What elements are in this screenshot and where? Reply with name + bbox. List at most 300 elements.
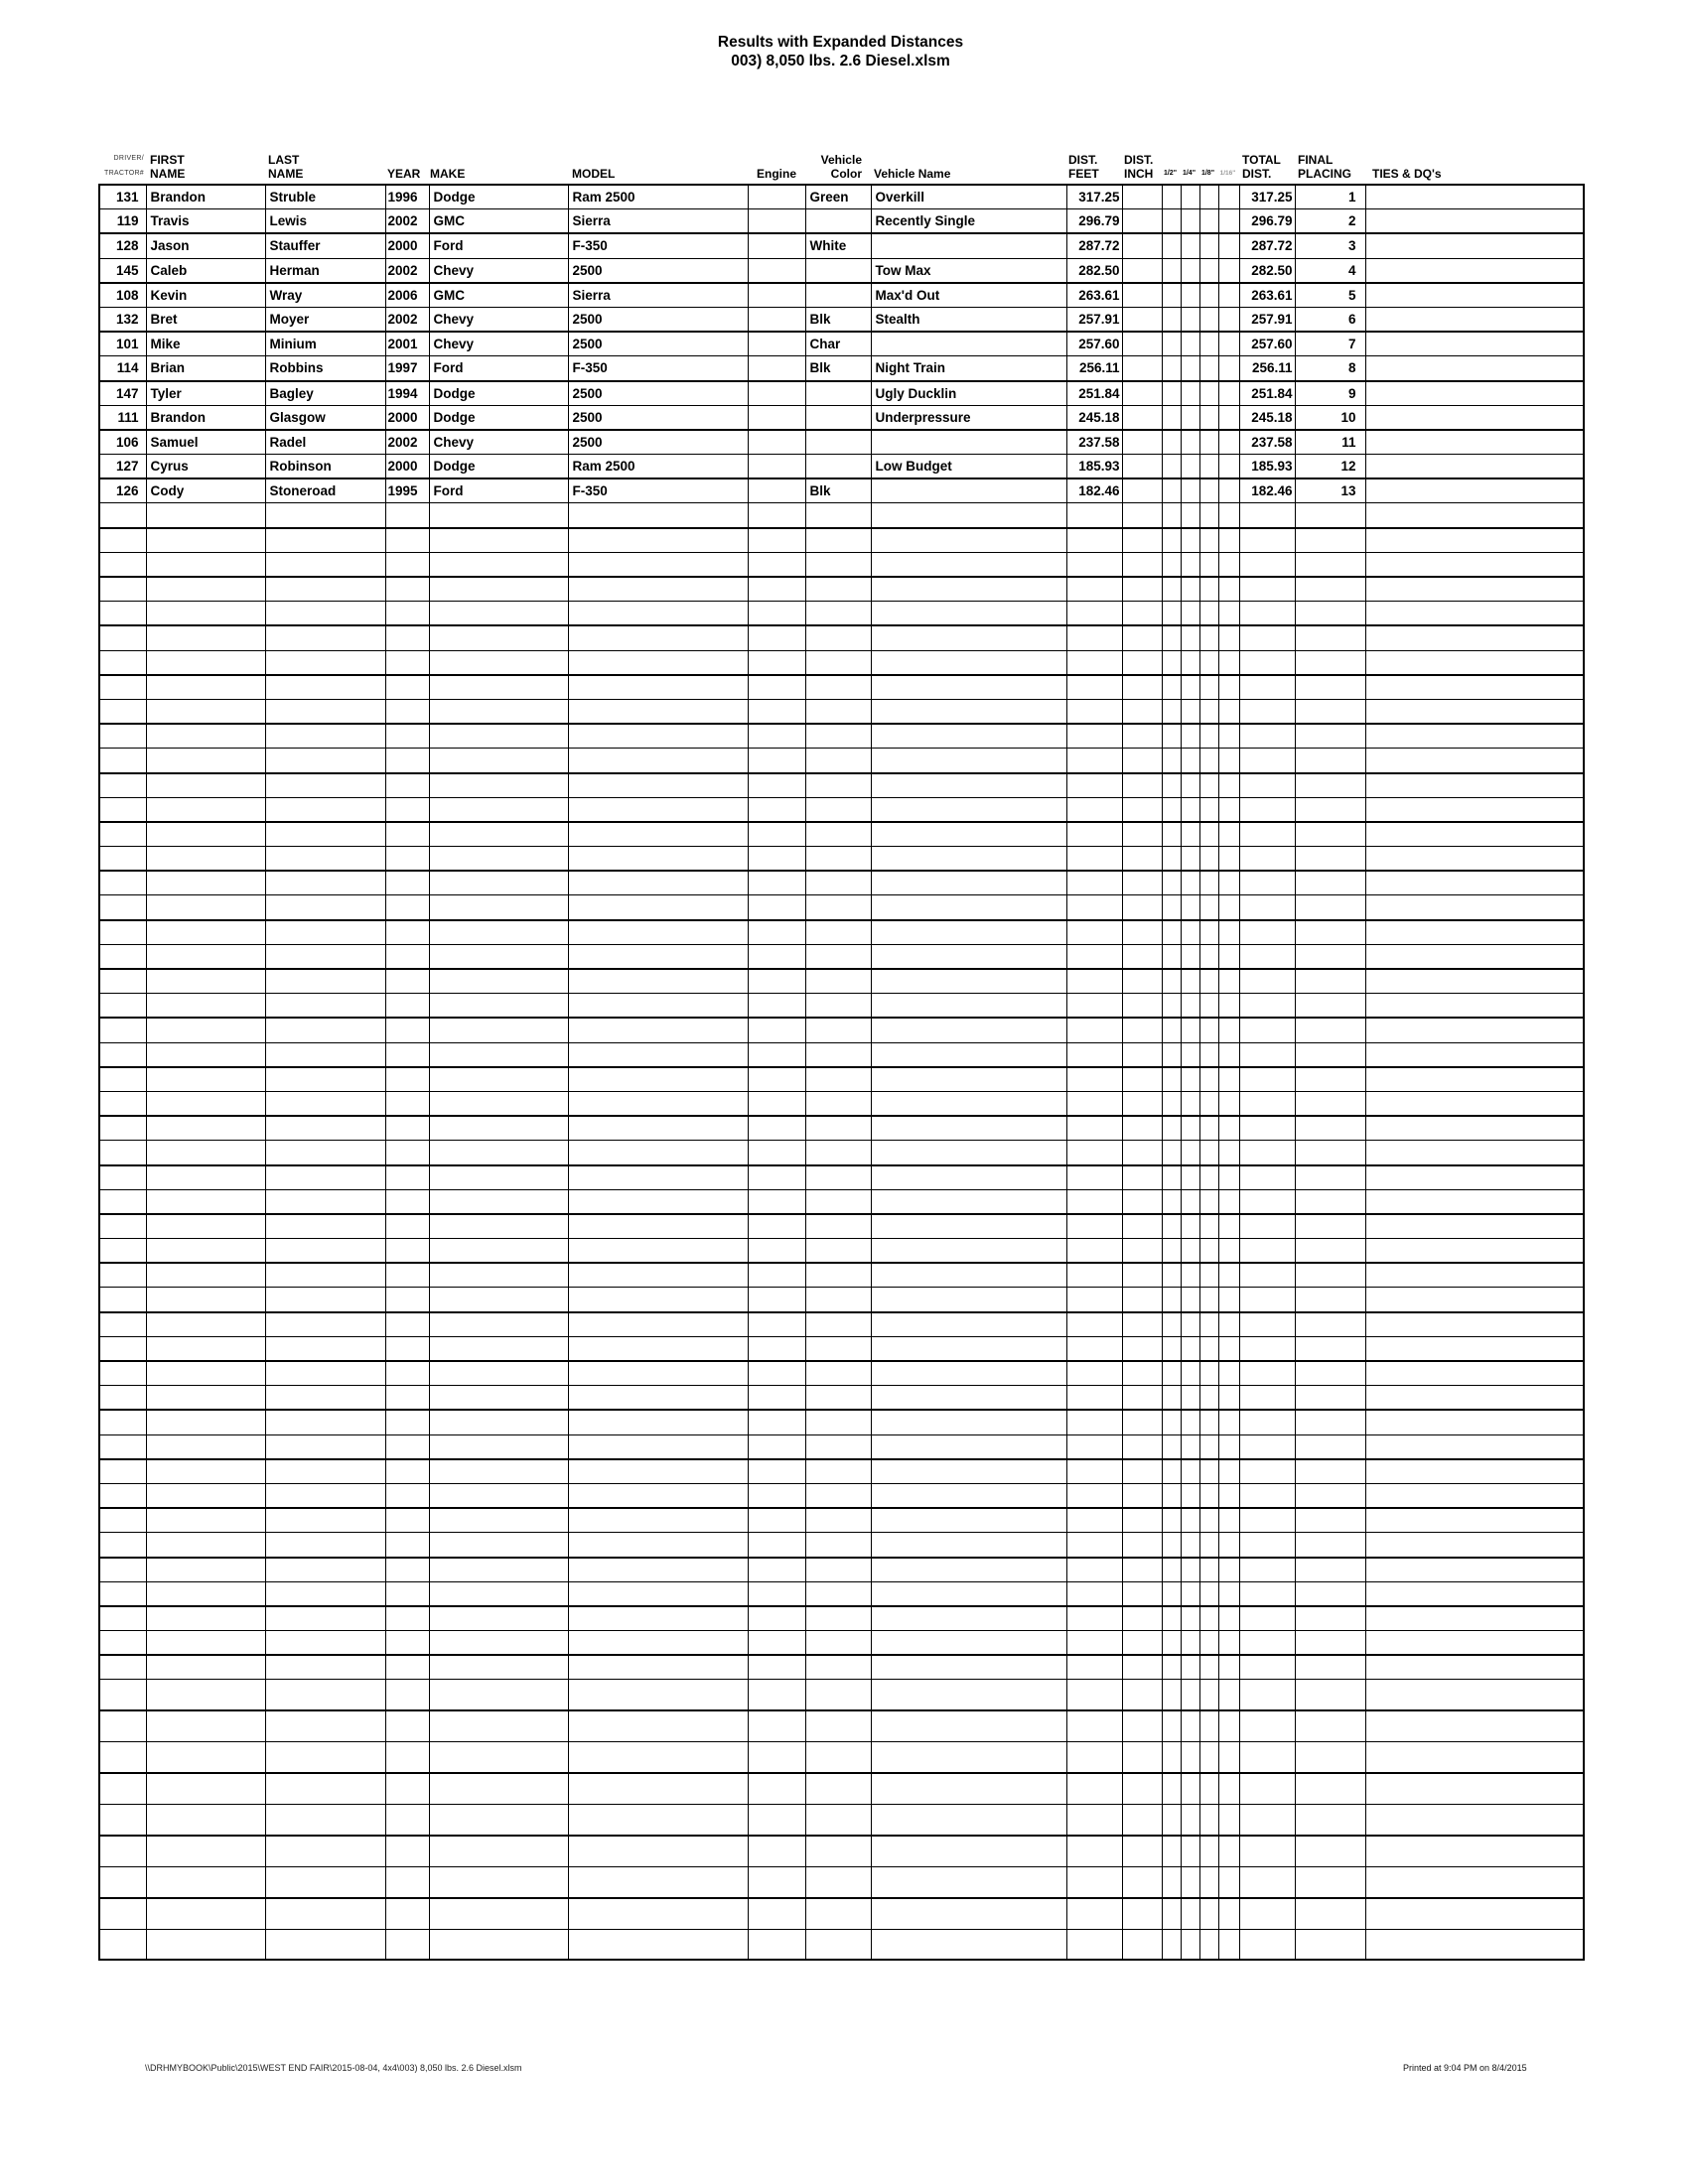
cell-model [568, 1067, 748, 1092]
cell-tractor [99, 920, 146, 945]
cell-sixteenth [1218, 1742, 1239, 1773]
footer-file-path: \\DRHMYBOOK\Public\2015\WEST END FAIR\2015-08-04, 4x4\003) 8,050 lbs. 2.6 Diesel.xlsm [145, 2063, 522, 2073]
cell-vehicle_name [871, 625, 1066, 650]
cell-eighth [1199, 1288, 1218, 1312]
cell-eighth [1199, 847, 1218, 872]
cell-color [805, 1866, 871, 1897]
cell-half [1162, 1929, 1181, 1960]
cell-eighth [1199, 1558, 1218, 1582]
cell-dist_inch [1122, 528, 1162, 553]
cell-year [385, 1336, 429, 1361]
cell-vehicle_name [871, 528, 1066, 553]
cell-sixteenth [1218, 1410, 1239, 1434]
cell-half [1162, 258, 1181, 283]
cell-half [1162, 185, 1181, 209]
cell-ties [1365, 381, 1584, 406]
cell-vehicle_name [871, 871, 1066, 895]
cell-year [385, 1742, 429, 1773]
cell-color [805, 1929, 871, 1960]
cell-sixteenth [1218, 552, 1239, 577]
cell-last [265, 822, 385, 847]
cell-quarter [1181, 381, 1199, 406]
col-header-frac-quarter: 1/4" [1182, 169, 1196, 177]
cell-sixteenth [1218, 455, 1239, 479]
cell-vehicle_name [871, 1141, 1066, 1165]
cell-color [805, 1581, 871, 1606]
cell-placing [1295, 920, 1365, 945]
cell-eighth [1199, 1263, 1218, 1288]
cell-color [805, 1434, 871, 1459]
table-row [99, 185, 1584, 209]
cell-vehicle_name [871, 1606, 1066, 1631]
cell-tractor [99, 1483, 146, 1508]
cell-year: 2000 [385, 233, 429, 258]
cell-first [146, 602, 265, 626]
cell-model [568, 1189, 748, 1214]
cell-sixteenth [1218, 1165, 1239, 1190]
cell-year [385, 528, 429, 553]
cell-ties [1365, 1336, 1584, 1361]
cell-model [568, 773, 748, 798]
cell-dist_inch [1122, 1312, 1162, 1337]
cell-eighth [1199, 478, 1218, 503]
table-row [99, 478, 1584, 503]
cell-total [1239, 1581, 1295, 1606]
cell-half [1162, 577, 1181, 602]
cell-eighth [1199, 1581, 1218, 1606]
cell-last [265, 503, 385, 528]
cell-first [146, 1239, 265, 1264]
cell-dist_inch [1122, 1898, 1162, 1929]
cell-sixteenth [1218, 625, 1239, 650]
cell-tractor [99, 749, 146, 773]
cell-first [146, 1742, 265, 1773]
cell-ties [1365, 307, 1584, 332]
cell-tractor [99, 1898, 146, 1929]
cell-engine [748, 1533, 805, 1558]
cell-ties [1365, 1386, 1584, 1411]
cell-last [265, 920, 385, 945]
cell-tractor [99, 1773, 146, 1804]
cell-model [568, 625, 748, 650]
cell-vehicle_name [871, 552, 1066, 577]
cell-make [429, 1631, 568, 1656]
cell-first [146, 1508, 265, 1533]
cell-quarter [1181, 625, 1199, 650]
cell-dist_inch [1122, 185, 1162, 209]
col-header-total-dist: TOTAL DIST. [1242, 153, 1281, 181]
cell-last [265, 552, 385, 577]
cell-color [805, 381, 871, 406]
cell-model [568, 699, 748, 724]
cell-vehicle_name [871, 1042, 1066, 1067]
cell-dist_inch [1122, 1558, 1162, 1582]
cell-quarter [1181, 1018, 1199, 1042]
cell-eighth [1199, 307, 1218, 332]
cell-ties [1365, 1742, 1584, 1773]
cell-first: Travis [146, 209, 265, 234]
cell-year [385, 847, 429, 872]
cell-placing: 6 [1295, 307, 1365, 332]
cell-eighth [1199, 1508, 1218, 1533]
cell-last [265, 1042, 385, 1067]
cell-dist_feet: 256.11 [1066, 356, 1122, 381]
empty-row [99, 920, 1584, 945]
cell-color [805, 1386, 871, 1411]
cell-last [265, 1631, 385, 1656]
cell-ties [1365, 1606, 1584, 1631]
cell-placing [1295, 944, 1365, 969]
empty-row [99, 1361, 1584, 1386]
cell-quarter [1181, 1483, 1199, 1508]
cell-quarter [1181, 1631, 1199, 1656]
cell-tractor [99, 773, 146, 798]
cell-year [385, 1018, 429, 1042]
cell-vehicle_name [871, 969, 1066, 994]
cell-eighth [1199, 1929, 1218, 1960]
cell-tractor [99, 1288, 146, 1312]
cell-first: Mike [146, 332, 265, 356]
cell-year [385, 1042, 429, 1067]
cell-tractor [99, 1091, 146, 1116]
cell-sixteenth [1218, 1141, 1239, 1165]
cell-dist_feet [1066, 1655, 1122, 1680]
cell-placing [1295, 1581, 1365, 1606]
cell-vehicle_name [871, 1189, 1066, 1214]
cell-half [1162, 1214, 1181, 1239]
cell-tractor: 131 [99, 185, 146, 209]
empty-row [99, 1655, 1584, 1680]
cell-dist_inch [1122, 1533, 1162, 1558]
cell-eighth [1199, 1805, 1218, 1836]
cell-ties [1365, 944, 1584, 969]
cell-year [385, 773, 429, 798]
cell-tractor [99, 1189, 146, 1214]
cell-dist_inch [1122, 332, 1162, 356]
cell-eighth [1199, 1606, 1218, 1631]
cell-dist_feet [1066, 1742, 1122, 1773]
cell-dist_feet [1066, 1836, 1122, 1866]
cell-total: 257.60 [1239, 332, 1295, 356]
empty-row [99, 1239, 1584, 1264]
cell-dist_inch [1122, 749, 1162, 773]
cell-half [1162, 1386, 1181, 1411]
cell-make [429, 1336, 568, 1361]
cell-placing [1295, 1263, 1365, 1288]
cell-last [265, 1581, 385, 1606]
cell-model [568, 552, 748, 577]
cell-placing: 11 [1295, 430, 1365, 455]
cell-ties [1365, 1091, 1584, 1116]
cell-dist_feet [1066, 994, 1122, 1019]
cell-dist_feet [1066, 1214, 1122, 1239]
cell-dist_inch [1122, 1508, 1162, 1533]
empty-row [99, 847, 1584, 872]
cell-year [385, 1836, 429, 1866]
cell-vehicle_name [871, 1091, 1066, 1116]
cell-last: Minium [265, 332, 385, 356]
empty-row [99, 944, 1584, 969]
cell-engine [748, 528, 805, 553]
cell-last [265, 1361, 385, 1386]
cell-year [385, 1483, 429, 1508]
cell-sixteenth [1218, 1042, 1239, 1067]
cell-eighth [1199, 185, 1218, 209]
cell-first: Caleb [146, 258, 265, 283]
cell-vehicle_name [871, 602, 1066, 626]
cell-dist_inch [1122, 1141, 1162, 1165]
cell-half [1162, 478, 1181, 503]
cell-half [1162, 1508, 1181, 1533]
cell-last [265, 1483, 385, 1508]
cell-year: 2002 [385, 307, 429, 332]
cell-year: 2002 [385, 209, 429, 234]
cell-year: 1997 [385, 356, 429, 381]
cell-ties [1365, 1067, 1584, 1092]
cell-ties [1365, 1042, 1584, 1067]
cell-half [1162, 625, 1181, 650]
cell-total [1239, 1533, 1295, 1558]
cell-total [1239, 749, 1295, 773]
cell-total [1239, 1214, 1295, 1239]
cell-color [805, 1141, 871, 1165]
cell-year: 2006 [385, 283, 429, 308]
cell-placing [1295, 1459, 1365, 1484]
cell-tractor [99, 1116, 146, 1141]
empty-row [99, 822, 1584, 847]
cell-model [568, 1410, 748, 1434]
cell-eighth [1199, 577, 1218, 602]
cell-make [429, 699, 568, 724]
cell-color [805, 773, 871, 798]
cell-half [1162, 332, 1181, 356]
cell-vehicle_name [871, 1165, 1066, 1190]
cell-engine [748, 1165, 805, 1190]
cell-engine [748, 332, 805, 356]
cell-dist_inch [1122, 895, 1162, 920]
cell-tractor [99, 1581, 146, 1606]
cell-quarter [1181, 1288, 1199, 1312]
cell-vehicle_name [871, 1742, 1066, 1773]
cell-eighth [1199, 1018, 1218, 1042]
cell-model [568, 1042, 748, 1067]
cell-year [385, 724, 429, 749]
cell-dist_inch [1122, 209, 1162, 234]
cell-ties [1365, 994, 1584, 1019]
cell-total [1239, 871, 1295, 895]
cell-year [385, 1773, 429, 1804]
cell-half [1162, 650, 1181, 675]
cell-dist_feet [1066, 602, 1122, 626]
cell-engine [748, 699, 805, 724]
cell-engine [748, 602, 805, 626]
cell-year [385, 1067, 429, 1092]
cell-quarter [1181, 1214, 1199, 1239]
cell-color [805, 1898, 871, 1929]
cell-half [1162, 749, 1181, 773]
cell-first [146, 1312, 265, 1337]
cell-year [385, 1410, 429, 1434]
cell-vehicle_name [871, 920, 1066, 945]
cell-quarter [1181, 773, 1199, 798]
empty-row [99, 797, 1584, 822]
cell-quarter [1181, 1386, 1199, 1411]
cell-tractor [99, 1680, 146, 1710]
cell-eighth [1199, 1710, 1218, 1741]
cell-sixteenth [1218, 1239, 1239, 1264]
empty-row [99, 650, 1584, 675]
cell-dist_feet [1066, 528, 1122, 553]
cell-engine [748, 381, 805, 406]
col-header-last-name: LAST NAME [268, 153, 304, 181]
cell-half [1162, 1067, 1181, 1092]
cell-half [1162, 430, 1181, 455]
cell-dist_inch [1122, 602, 1162, 626]
cell-engine [748, 552, 805, 577]
cell-color [805, 209, 871, 234]
cell-placing [1295, 1067, 1365, 1092]
cell-total [1239, 675, 1295, 700]
cell-quarter [1181, 920, 1199, 945]
cell-ties [1365, 822, 1584, 847]
cell-ties [1365, 1288, 1584, 1312]
cell-model [568, 1805, 748, 1836]
cell-sixteenth [1218, 675, 1239, 700]
cell-engine [748, 1680, 805, 1710]
cell-year [385, 1898, 429, 1929]
cell-placing [1295, 1533, 1365, 1558]
cell-color [805, 675, 871, 700]
cell-dist_feet: 251.84 [1066, 381, 1122, 406]
cell-make: Ford [429, 478, 568, 503]
cell-dist_inch [1122, 847, 1162, 872]
empty-row [99, 699, 1584, 724]
cell-engine [748, 233, 805, 258]
cell-ties [1365, 1680, 1584, 1710]
empty-row [99, 994, 1584, 1019]
cell-ties [1365, 1929, 1584, 1960]
cell-last [265, 1606, 385, 1631]
cell-quarter [1181, 552, 1199, 577]
cell-first: Brandon [146, 185, 265, 209]
cell-half [1162, 1141, 1181, 1165]
cell-engine [748, 1581, 805, 1606]
cell-first [146, 994, 265, 1019]
cell-make [429, 994, 568, 1019]
cell-total [1239, 1680, 1295, 1710]
cell-ties [1365, 1898, 1584, 1929]
cell-quarter [1181, 307, 1199, 332]
cell-total [1239, 1483, 1295, 1508]
col-header-frac-sixteenth: 1/16" [1219, 169, 1236, 177]
cell-first [146, 1773, 265, 1804]
cell-color [805, 1312, 871, 1337]
cell-year [385, 969, 429, 994]
cell-last [265, 1773, 385, 1804]
cell-last: Moyer [265, 307, 385, 332]
cell-tractor [99, 650, 146, 675]
empty-row [99, 577, 1584, 602]
cell-placing [1295, 1042, 1365, 1067]
cell-vehicle_name [871, 944, 1066, 969]
cell-total [1239, 1361, 1295, 1386]
cell-make: GMC [429, 283, 568, 308]
cell-model [568, 675, 748, 700]
cell-engine [748, 1929, 805, 1960]
cell-make [429, 625, 568, 650]
cell-total [1239, 724, 1295, 749]
cell-model: 2500 [568, 405, 748, 430]
cell-dist_inch [1122, 1434, 1162, 1459]
cell-engine [748, 1141, 805, 1165]
cell-tractor [99, 847, 146, 872]
cell-last [265, 994, 385, 1019]
cell-engine [748, 405, 805, 430]
cell-first [146, 1805, 265, 1836]
cell-half [1162, 895, 1181, 920]
cell-ties [1365, 724, 1584, 749]
cell-engine [748, 1189, 805, 1214]
cell-first [146, 1581, 265, 1606]
cell-quarter [1181, 332, 1199, 356]
cell-sixteenth [1218, 1533, 1239, 1558]
cell-total [1239, 1141, 1295, 1165]
cell-quarter [1181, 822, 1199, 847]
cell-total [1239, 1508, 1295, 1533]
cell-dist_inch [1122, 1866, 1162, 1897]
cell-dist_feet [1066, 895, 1122, 920]
cell-vehicle_name [871, 1805, 1066, 1836]
column-header-band [98, 139, 1583, 184]
cell-tractor [99, 1710, 146, 1741]
cell-make [429, 1836, 568, 1866]
empty-row [99, 1165, 1584, 1190]
cell-total [1239, 822, 1295, 847]
cell-ties [1365, 1773, 1584, 1804]
cell-last [265, 602, 385, 626]
cell-half [1162, 552, 1181, 577]
cell-placing [1295, 699, 1365, 724]
cell-model: Sierra [568, 209, 748, 234]
cell-placing [1295, 1361, 1365, 1386]
cell-ties [1365, 650, 1584, 675]
cell-engine [748, 1866, 805, 1897]
cell-vehicle_name [871, 1263, 1066, 1288]
empty-row [99, 1312, 1584, 1337]
cell-model [568, 1459, 748, 1484]
table-row [99, 233, 1584, 258]
cell-eighth [1199, 1141, 1218, 1165]
cell-sixteenth [1218, 185, 1239, 209]
cell-last [265, 699, 385, 724]
empty-row [99, 969, 1584, 994]
cell-dist_inch [1122, 822, 1162, 847]
cell-vehicle_name: Stealth [871, 307, 1066, 332]
cell-vehicle_name [871, 1214, 1066, 1239]
cell-placing [1295, 675, 1365, 700]
cell-placing: 1 [1295, 185, 1365, 209]
cell-tractor: 108 [99, 283, 146, 308]
cell-tractor [99, 1655, 146, 1680]
cell-total [1239, 1165, 1295, 1190]
cell-placing [1295, 749, 1365, 773]
cell-placing [1295, 1631, 1365, 1656]
cell-first [146, 1606, 265, 1631]
cell-ties [1365, 1214, 1584, 1239]
empty-row [99, 675, 1584, 700]
cell-model [568, 1680, 748, 1710]
cell-quarter [1181, 1606, 1199, 1631]
